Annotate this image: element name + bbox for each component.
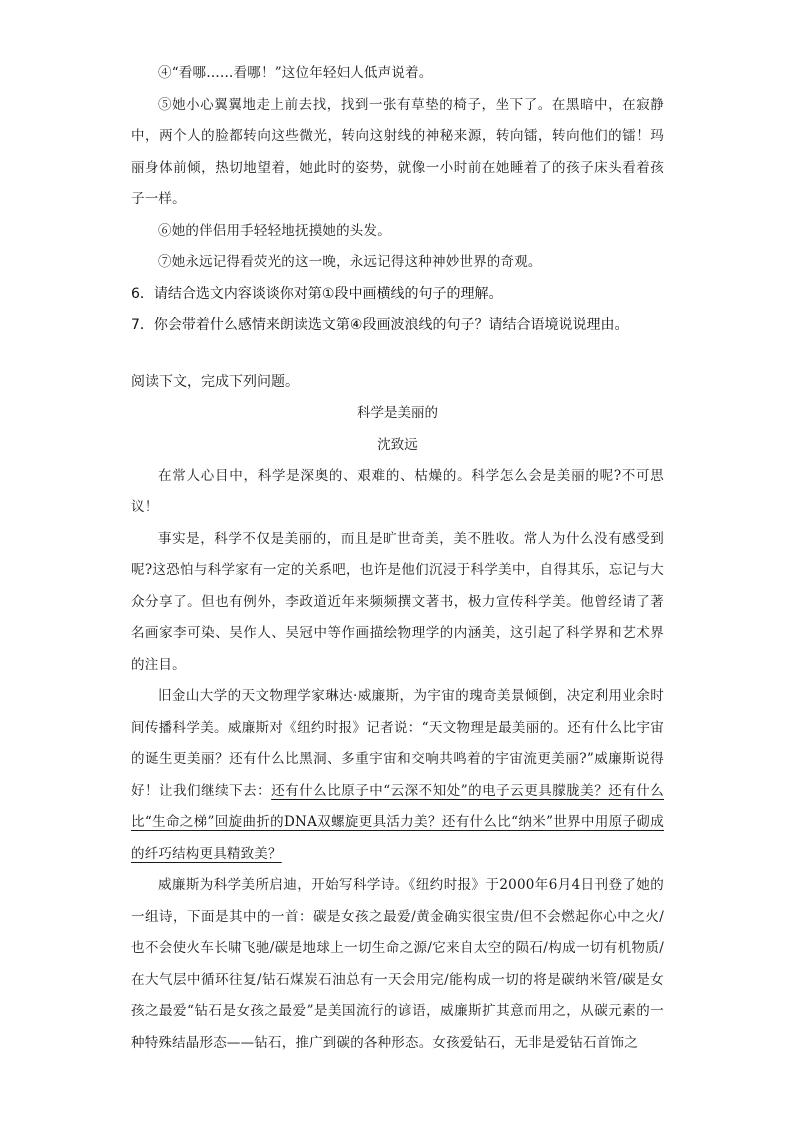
document-page bbox=[131, 56, 664, 1059]
article-title: 科学是美丽的 bbox=[357, 404, 438, 421]
article-paragraph-3 bbox=[131, 681, 664, 870]
reading-instruction: 阅读下文，完成下列问题。 bbox=[131, 373, 299, 390]
paragraph-4: ④“看哪……看哪！”这位年轻妇人低声说着。 bbox=[158, 65, 433, 81]
paragraph-7: ⑦她永远记得看荧光的这一晚，永远记得这种神妙世界的奇观。 bbox=[158, 254, 542, 270]
paragraph-5: ⑤她小心翼翼地走上前去找，找到一张有草垫的椅子，坐下了。在黑暗中，在寂静中，两个人的脸都转向这些微光，转向这射线的神秘来源，转向镭，转向他们的镭！玛丽身体前倾，热切地望着，她此时的姿势，就像一小时前在她睡着了的孩子床头看着孩子一样。 bbox=[131, 96, 664, 207]
paragraph-6: ⑥她的伴侣用手轻轻地抚摸她的头发。 bbox=[158, 222, 391, 239]
article-paragraph-2: 事实是，科学不仅是美丽的，而且是旷世奇美，美不胜收。常人为什么没有感受到呢?这恐怕与科学家有一定的关系吧，也许是他们沉浸于科学美中，自得其乐，忘记与大众分享了。但也有例外，李政道近年来频频撰文著书，极力宣传科学美。他曾经请了著名画家李可染、吴作人、吴冠中等作画描绘物理学的内涵美，这引起了科学界和艺术界的注目。 bbox=[131, 530, 664, 673]
article-paragraph-4: 威廉斯为科学美所启迪，开始写科学诗。《纽约时报》于2000年6月4日刊登了她的一组诗，下面是其中的一首：碳是女孩之最爱/黄金确实很宝贵/但不会燃起你心中之火/也不会使火车长啸飞驰/碳是地球上一切生命之源/它来自太空的陨石/构成一切有机物质/在大气层中循环往复/钻石煤炭石油总有一天会用完/能构成一切的将是碳纳米管/碳是女孩之最爱“钻石是女孩之最爱”是美国流行的谚语，威廉斯扩其意而用之，从碳元素的一种特殊结晶形态——钻石，推广到碳的各种形态。女孩爱钻石，无非是爱钻石首饰之 bbox=[131, 877, 664, 1051]
underlined-sentence: 还有什么比原子中“云深不知处”的电子云更具朦胧美？还有什么比“生命之梯”回旋曲折的DNA双螺旋更具活力美？还有什么比“纳米”世界中用原子砌成的纤巧结构更具精致美？ bbox=[131, 782, 665, 862]
article-paragraph-3-text: 旧金山大学的天文物理学家琳达·威廉斯，为宇宙的瑰奇美景倾倒，决定利用业余时间传播科学美。威廉斯对《纽约时报》记者说：“天文物理是最美丽的。还有什么比宇宙的诞生更美丽？还有什么比黑洞、多重宇宙和交响共鸣着的宇宙流更美丽?”威廉斯说得好！让我们继续下去： bbox=[131, 688, 664, 799]
question-6: 6．请结合选文内容谈谈你对第①段中画横线的句子的理解。 bbox=[131, 285, 503, 302]
article-paragraph-1: 在常人心目中，科学是深奥的、艰难的、枯燥的。科学怎么会是美丽的呢?不可思议！ bbox=[131, 467, 664, 515]
article-author: 沈致远 bbox=[377, 436, 418, 453]
question-7: 7．你会带着什么感情来朗读选文第④段画波浪线的句子？请结合语境说说理由。 bbox=[131, 316, 629, 333]
